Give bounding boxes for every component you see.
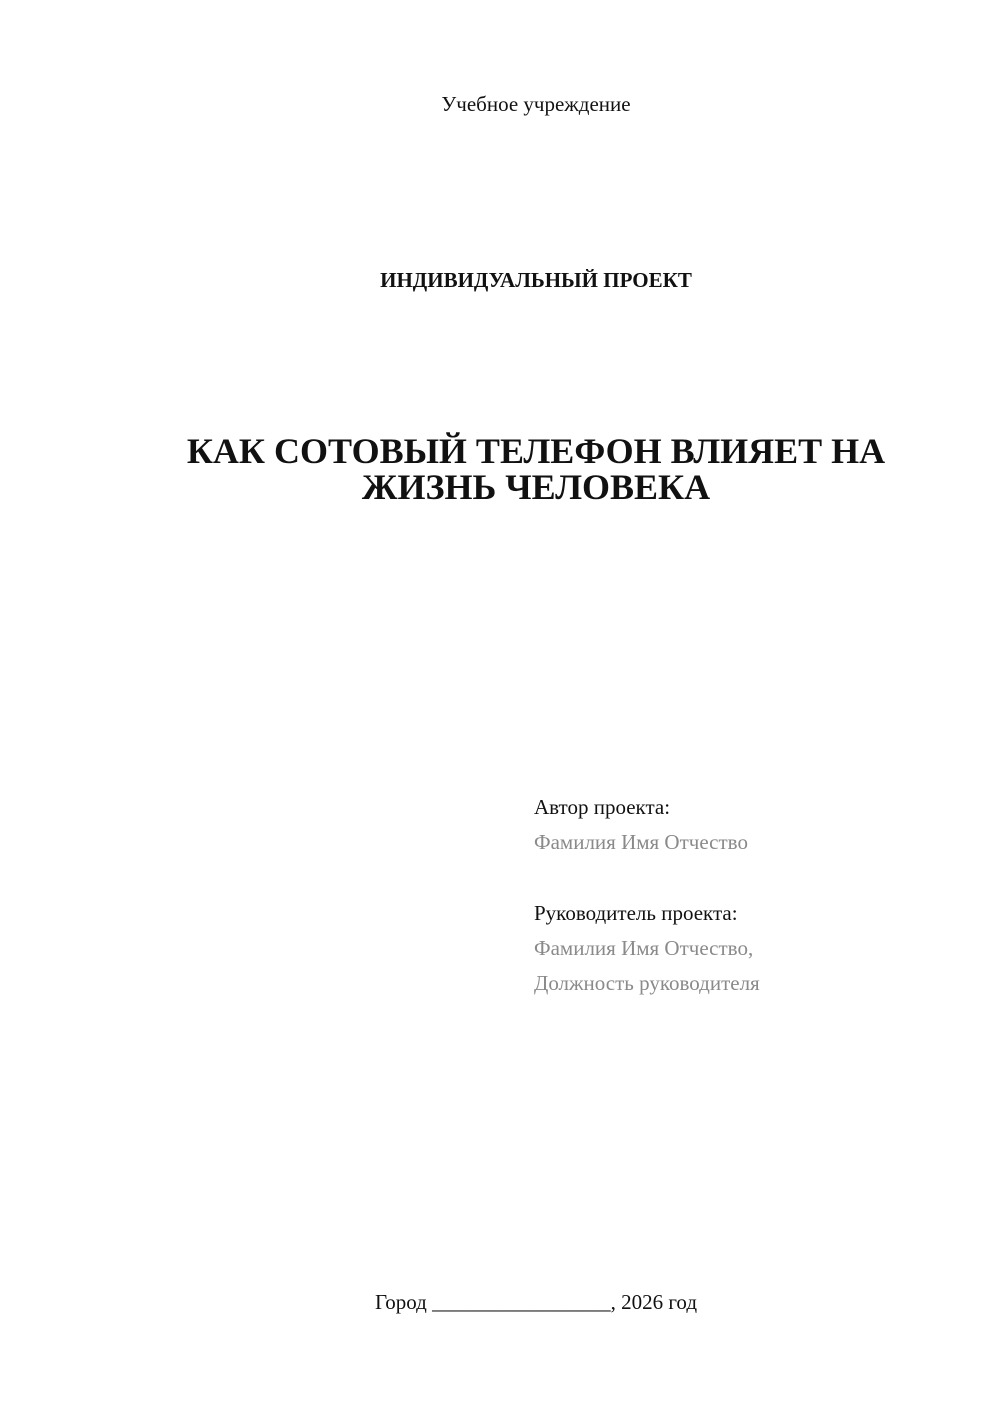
info-spacer [534,860,974,896]
project-title-line-2: ЖИЗНЬ ЧЕЛОВЕКА [361,467,711,507]
city-year-line [0,1290,1000,1315]
institution-name: Учебное учреждение [441,92,631,116]
document-type: ИНДИВИДУАЛЬНЫЙ ПРОЕКТ [380,268,692,292]
supervisor-label: Руководитель проекта: [534,901,738,925]
project-info-block [534,790,974,1001]
city-blank: _________________ [432,1290,611,1314]
supervisor-name-placeholder: Фамилия Имя Отчество, [534,936,754,960]
supervisor-position-placeholder: Должность руководителя [534,971,760,995]
author-name-placeholder: Фамилия Имя Отчество [534,830,748,854]
year-text: , 2026 год [610,1290,698,1314]
author-label: Автор проекта: [534,795,671,819]
project-title [0,433,1000,505]
project-title-line-1: КАК СОТОВЫЙ ТЕЛЕФОН ВЛИЯЕТ НА [186,431,886,471]
city-label: Город [374,1290,427,1314]
